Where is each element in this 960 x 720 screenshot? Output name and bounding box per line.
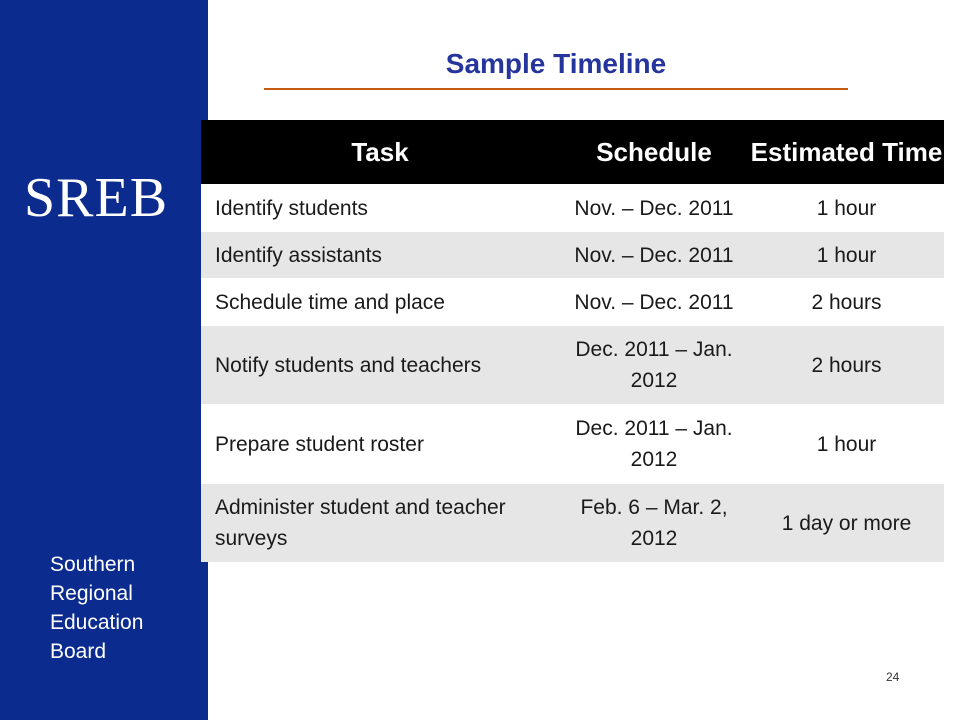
estimated-time-cell: 1 hour (749, 185, 944, 232)
table-row (201, 232, 944, 279)
table-row (201, 405, 944, 484)
schedule-cell: Feb. 6 – Mar. 2, 2012 (559, 484, 749, 563)
schedule-cell: Nov. – Dec. 2011 (559, 279, 749, 326)
timeline-table (201, 120, 944, 562)
task-cell: Prepare student roster (201, 405, 559, 484)
table-row (201, 279, 944, 326)
task-cell: Identify students (201, 185, 559, 232)
estimated-time-cell: 2 hours (749, 326, 944, 405)
task-cell: Notify students and teachers (201, 326, 559, 405)
estimated-time-cell: 1 hour (749, 232, 944, 279)
org-name-line: Southern (50, 553, 136, 576)
header-estimated-time: Estimated Time (749, 120, 944, 185)
slide-title: Sample Timeline (445, 48, 667, 79)
schedule-cell: Dec. 2011 – Jan. 2012 (559, 405, 749, 484)
estimated-time-cell: 1 day or more (749, 484, 944, 563)
title-underline (264, 88, 848, 90)
organization-name (50, 550, 143, 666)
org-name-line: Regional (50, 582, 133, 605)
schedule-cell: Nov. – Dec. 2011 (559, 185, 749, 232)
table-row (201, 326, 944, 405)
sidebar (0, 0, 208, 720)
org-name-line: Board (50, 640, 107, 663)
page-number: 24 (886, 670, 900, 684)
estimated-time-cell: 2 hours (749, 279, 944, 326)
header-task: Task (201, 120, 559, 185)
task-cell: Schedule time and place (201, 279, 559, 326)
estimated-time-cell: 1 hour (749, 405, 944, 484)
task-cell: Administer student and teacher surveys (201, 484, 559, 563)
task-cell: Identify assistants (201, 232, 559, 279)
org-name-line: Education (50, 611, 144, 634)
schedule-cell: Dec. 2011 – Jan. 2012 (559, 326, 749, 405)
header-schedule: Schedule (559, 120, 749, 185)
sreb-logo: SREB (24, 167, 169, 229)
table-header-row (201, 120, 944, 185)
schedule-cell: Nov. – Dec. 2011 (559, 232, 749, 279)
table-row (201, 484, 944, 563)
table-row (201, 185, 944, 232)
